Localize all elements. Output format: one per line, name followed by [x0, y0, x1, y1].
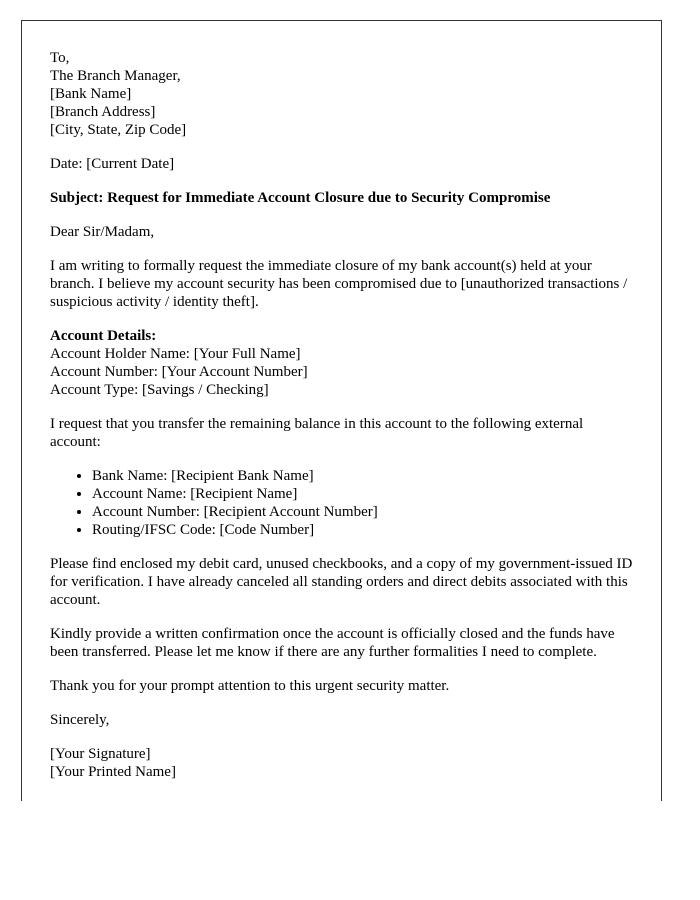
recipient-block	[50, 49, 633, 139]
account-detail-line: Account Type: [Savings / Checking]	[50, 382, 269, 398]
external-account-item: • Bank Name: [Recipient Bank Name]	[92, 467, 633, 485]
external-account-item: • Routing/IFSC Code: [Code Number]	[92, 521, 633, 539]
signature-block	[50, 745, 633, 781]
subject-line: Subject: Request for Immediate Account Closure due to Security Compromise	[50, 190, 551, 206]
signature-line: [Your Signature]	[50, 746, 151, 762]
intro-paragraph: I am writing to formally request the immediate closure of my bank account(s) held at your branch. I believe my account security has been compromised due to [unauthorized transactions / suspicious activity / identity theft].	[50, 258, 628, 310]
account-detail-line: Account Holder Name: [Your Full Name]	[50, 346, 301, 362]
recipient-line: [Branch Address]	[50, 104, 156, 120]
closing: Sincerely,	[50, 712, 110, 728]
account-details-block	[50, 327, 633, 399]
salutation: Dear Sir/Madam,	[50, 224, 155, 240]
external-account-item: • Account Name: [Recipient Name]	[92, 485, 633, 503]
recipient-line: [City, State, Zip Code]	[50, 122, 187, 138]
date-line: Date: [Current Date]	[50, 156, 175, 172]
recipient-line: [Bank Name]	[50, 86, 132, 102]
external-account-list	[50, 467, 633, 539]
recipient-line: The Branch Manager,	[50, 68, 181, 84]
account-detail-line: Account Number: [Your Account Number]	[50, 364, 308, 380]
enclosures-paragraph: Please find enclosed my debit card, unused checkbooks, and a copy of my government-issued ID for verification. I have already canceled all standing orders and direct debits associated with this account.	[50, 556, 633, 608]
thanks-paragraph: Thank you for your prompt attention to this urgent security matter.	[50, 678, 450, 694]
confirmation-paragraph: Kindly provide a written confirmation once the account is officially closed and the funds have been transferred. Please let me know if there are any further formalities I need to complete.	[50, 626, 615, 660]
letter-sheet	[21, 20, 662, 801]
account-details-heading: Account Details:	[50, 328, 157, 344]
external-account-item: • Account Number: [Recipient Account Number]	[92, 503, 633, 521]
recipient-line: To,	[50, 50, 70, 66]
printed-name-line: [Your Printed Name]	[50, 764, 176, 780]
transfer-request-paragraph: I request that you transfer the remaining balance in this account to the following external account:	[50, 416, 584, 450]
